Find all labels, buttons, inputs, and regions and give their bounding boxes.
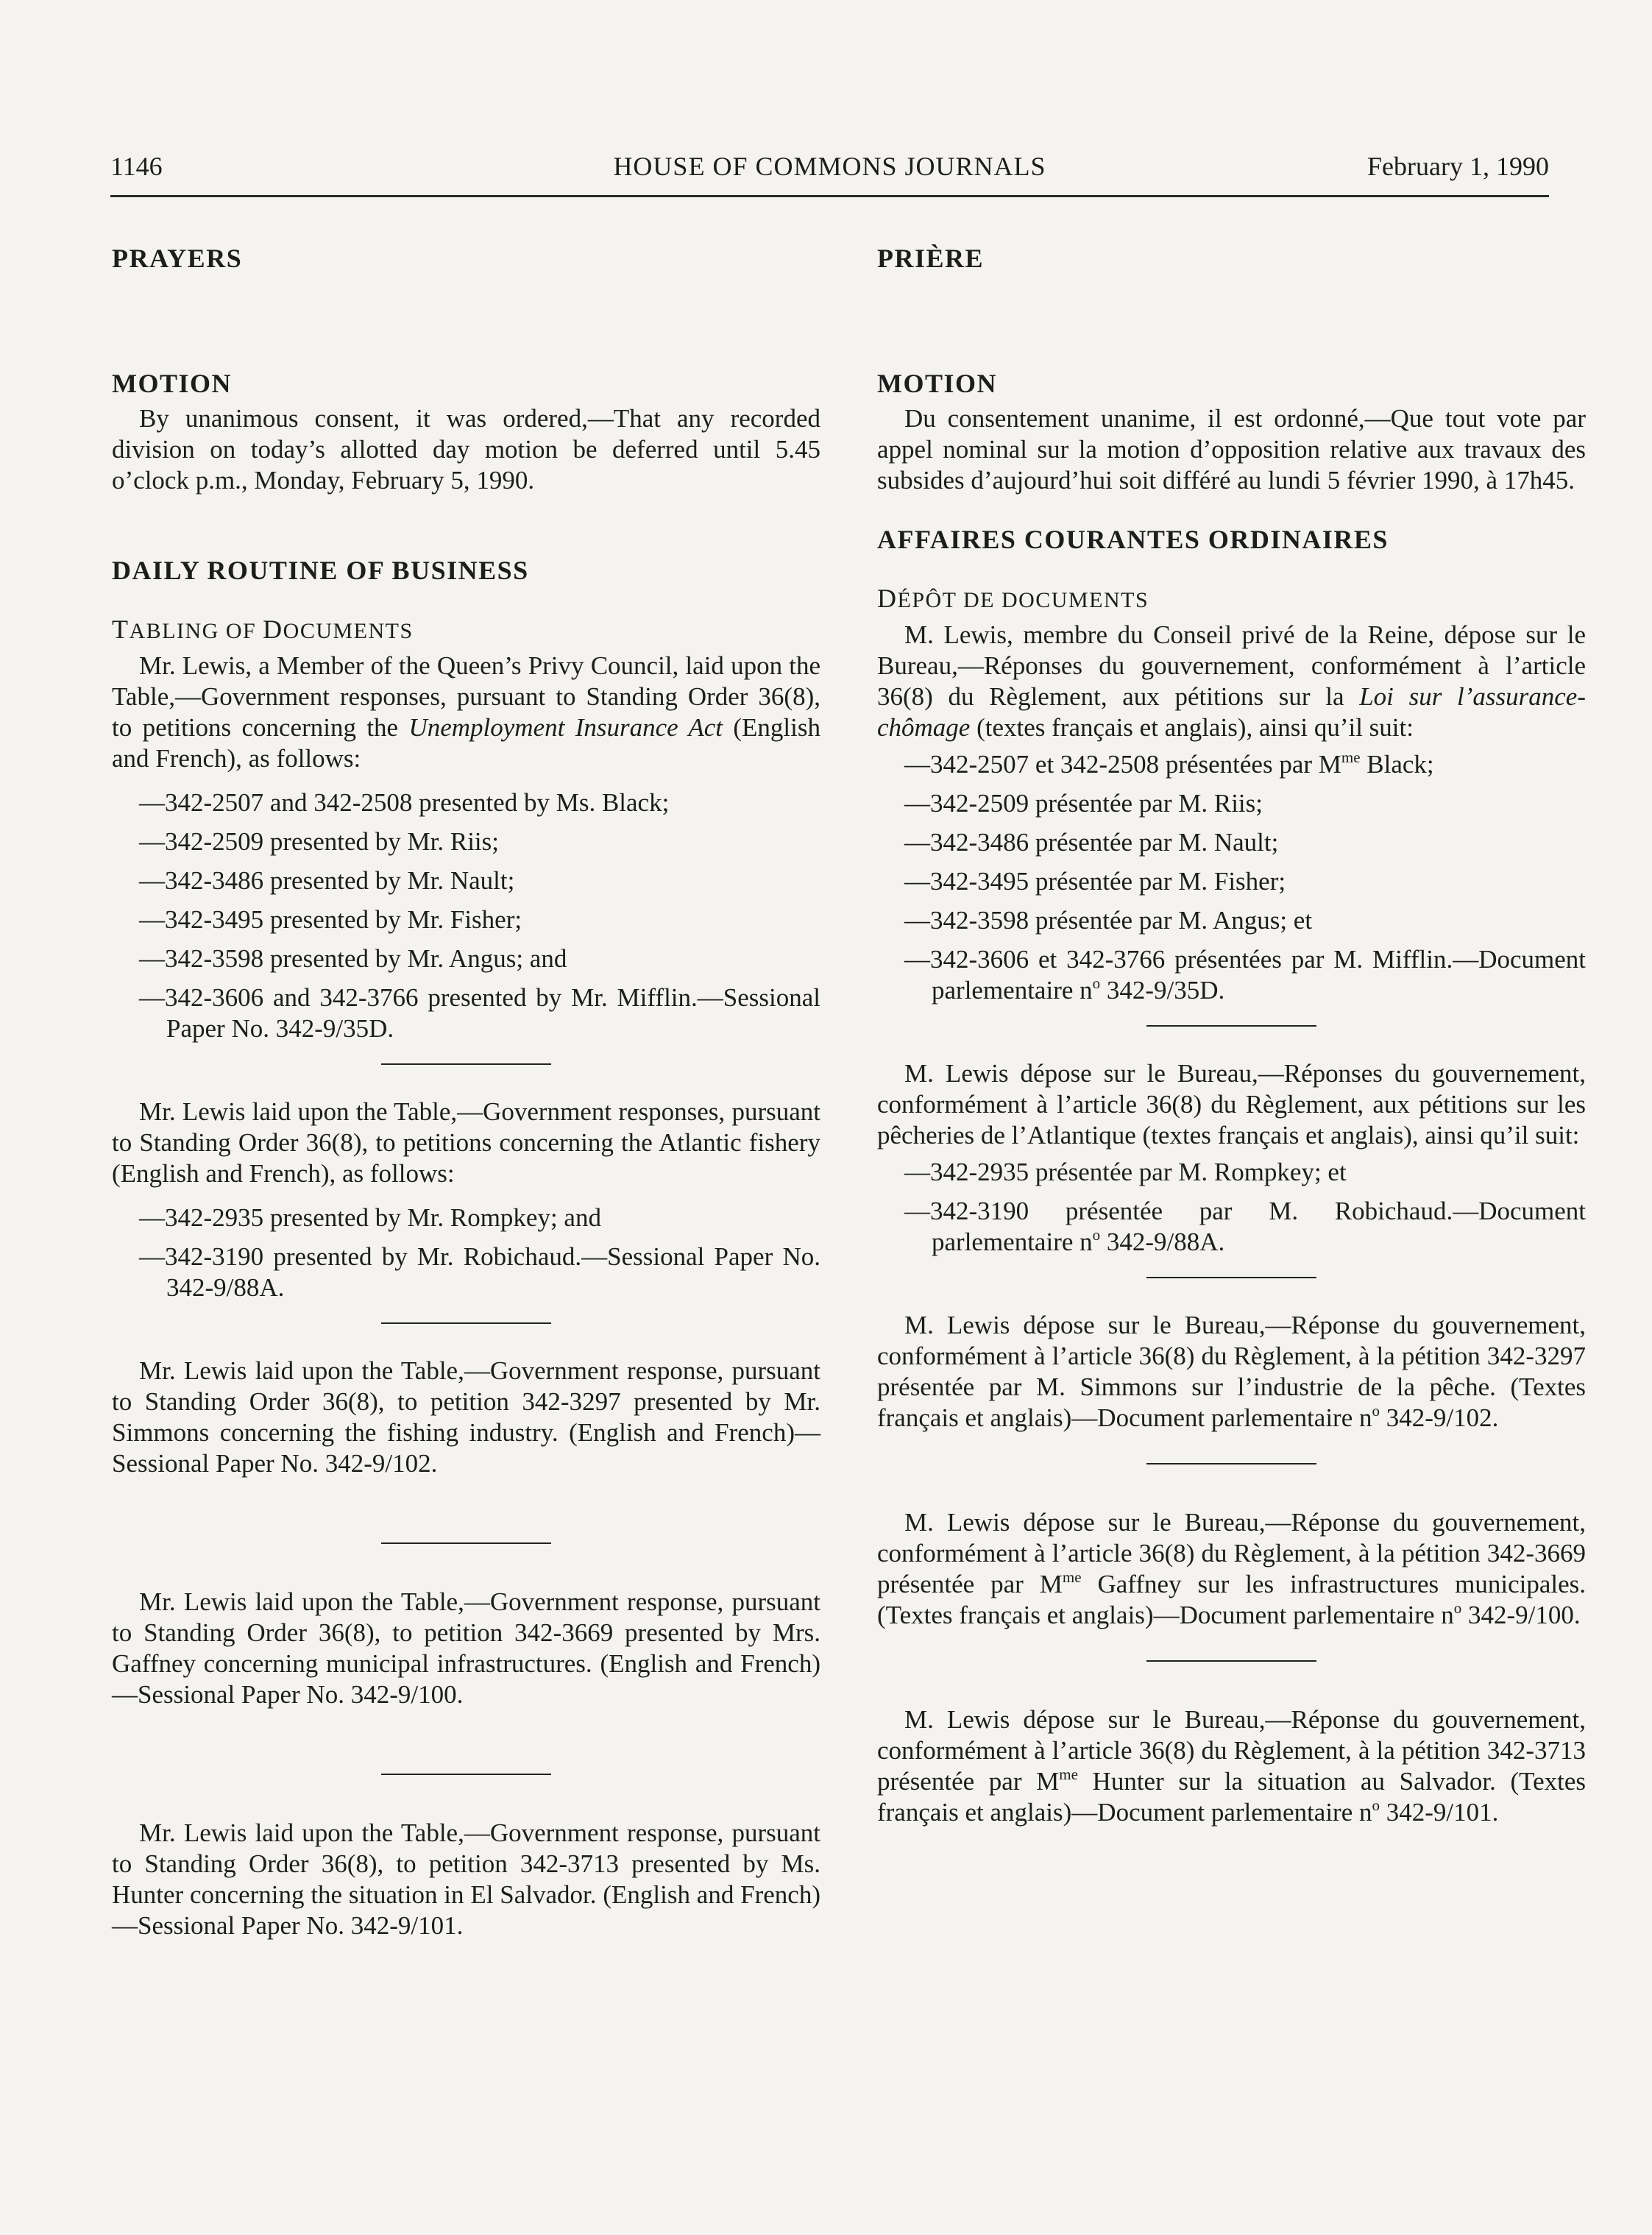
list-item: —342-2509 presented by Mr. Riis; xyxy=(139,827,499,856)
list-item: —342-3486 presented by Mr. Nault; xyxy=(139,866,515,895)
motion-text: By unanimous consent, it was ordered,—That any recorded division on today’s allotted day motion be deferred until 5.45 o’clock p.m., Monday, February 5, 1990. xyxy=(112,404,820,495)
prayers-heading: PRAYERS xyxy=(112,244,243,273)
petition-list-2-fr xyxy=(877,1157,1586,1258)
list-item: —342-3606 and 342-3766 presented by Mr. Mifflin.—Sessional Paper No. 342-9/35D. xyxy=(139,983,820,1043)
tabling-paragraph-5: Mr. Lewis laid upon the Table,—Government response, pursuant to Standing Order 36(8), to petition 342-3713 presented by Ms. Hunter concerning the situation in El Salvador. (English and French)—Sessional Paper No. 342-9/101. xyxy=(112,1818,820,1940)
list-item: —342-3190 presented by Mr. Robichaud.—Sessional Paper No. 342-9/88A. xyxy=(139,1242,820,1302)
list-item: —342-3190 présentée par M. Robichaud.—Document parlementaire $n^o$ 342-9/88A. xyxy=(904,1197,1586,1256)
list-item: —342-3598 présentée par M. Angus; et xyxy=(904,906,1313,935)
french-column xyxy=(877,243,1586,1828)
petition-list-2 xyxy=(112,1202,820,1303)
page-number: 1146 xyxy=(110,152,163,181)
list-item: —342-3606 et 342-3766 présentées par M. Mifflin.—Document parlementaire $n^o$ 342-9/35D. xyxy=(904,945,1586,1005)
list-item: —342-3495 présentée par M. Fisher; xyxy=(904,867,1286,896)
list-item: —342-3495 presented by Mr. Fisher; xyxy=(139,905,522,934)
depot-paragraph-5: M. Lewis dépose sur le Bureau,—Réponse du gouvernement, conformément à l’article 36(8) du Règlement, à la pétition 342-3713 présentée par $M^{me}$ Hunter sur la situation au Salvador. (Textes français et anglais)—Document parlementaire $n^o$ 342-9/101. xyxy=(877,1705,1586,1827)
list-item: —342-2935 presented by Mr. Rompkey; and xyxy=(139,1203,601,1232)
routine-heading-fr: AFFAIRES COURANTES ORDINAIRES xyxy=(877,525,1389,554)
divider-rule xyxy=(381,1774,551,1775)
routine-heading: DAILY ROUTINE OF BUSINESS xyxy=(112,556,529,585)
divider-rule xyxy=(381,1322,551,1324)
priere-heading: PRIÈRE xyxy=(877,244,985,273)
divider-rule xyxy=(1146,1463,1316,1464)
motion-heading: MOTION xyxy=(112,369,233,398)
list-item: —342-2509 présentée par M. Riis; xyxy=(904,789,1263,818)
journal-date: February 1, 1990 xyxy=(1367,152,1549,181)
list-item: —342-2507 and 342-2508 presented by Ms. Black; xyxy=(139,788,670,817)
journal-title: HOUSE OF COMMONS JOURNALS xyxy=(613,152,1046,181)
divider-rule xyxy=(1146,1277,1316,1278)
english-column xyxy=(112,243,820,1941)
divider-rule xyxy=(1146,1660,1316,1662)
divider-rule xyxy=(381,1063,551,1065)
motion-text-fr: Du consentement unanime, il est ordonné,—Que tout vote par appel nominal sur la motion d’opposition relative aux travaux des subsides d’aujourd’hui soit différé au lundi 5 février 1990, à 17h45. xyxy=(877,404,1586,495)
petition-list-1 xyxy=(112,787,820,1044)
list-item: —342-2507 et 342-2508 présentées par $M^{me}$ Black; xyxy=(904,748,1434,779)
tabling-paragraph-2: Mr. Lewis laid upon the Table,—Government responses, pursuant to Standing Order 36(8), to petitions concerning the Atlantic fishery (English and French), as follows: xyxy=(112,1097,820,1188)
list-item: —342-2935 présentée par M. Rompkey; et xyxy=(904,1158,1347,1186)
tabling-heading: TABLING OF DOCUMENTS xyxy=(112,614,414,644)
list-item: —342-3598 presented by Mr. Angus; and xyxy=(139,944,567,973)
tabling-paragraph-4: Mr. Lewis laid upon the Table,—Government response, pursuant to Standing Order 36(8), to petition 342-3669 presented by Mrs. Gaffney concerning municipal infrastructures. (English and French)—Sessional Paper No. 342-9/100. xyxy=(112,1587,820,1709)
depot-paragraph-3: M. Lewis dépose sur le Bureau,—Réponse du gouvernement, conformément à l’article 36(8) du Règlement, à la pétition 342-3297 présentée par M. Simmons sur l’industrie de la pêche. (Textes français et anglais)—Document parlementaire $n^o$ 342-9/102. xyxy=(877,1311,1586,1432)
running-head xyxy=(110,151,1549,197)
list-item: —342-3486 présentée par M. Nault; xyxy=(904,828,1279,857)
depot-heading: DÉPÔT DE DOCUMENTS xyxy=(877,584,1149,613)
divider-rule xyxy=(1146,1025,1316,1027)
motion-heading-fr: MOTION xyxy=(877,369,998,398)
depot-paragraph-1: M. Lewis, membre du Conseil privé de la Reine, dépose sur le Bureau,—Réponses du gouvernement, conformément à l’article 36(8) du Règlement, aux pétitions sur la Loi sur l’assurance-chômage (textes français et anglais), ainsi qu’il suit: xyxy=(877,620,1586,742)
divider-rule xyxy=(381,1542,551,1544)
tabling-paragraph-1: Mr. Lewis, a Member of the Queen’s Privy Council, laid upon the Table,—Government responses, pursuant to Standing Order 36(8), to petitions concerning the Unemployment Insurance Act (English and French), as follows: xyxy=(112,651,820,773)
petition-list-1-fr xyxy=(877,749,1586,1006)
depot-paragraph-2: M. Lewis dépose sur le Bureau,—Réponses du gouvernement, conformément à l’article 36(8) du Règlement, aux pétitions sur les pêcheries de l’Atlantique (textes français et anglais), ainsi qu’il suit: xyxy=(877,1059,1586,1150)
tabling-paragraph-3: Mr. Lewis laid upon the Table,—Government response, pursuant to Standing Order 36(8), to petition 342-3297 presented by Mr. Simmons concerning the fishing industry. (English and French)—Sessional Paper No. 342-9/102. xyxy=(112,1356,820,1478)
depot-paragraph-4: M. Lewis dépose sur le Bureau,—Réponse du gouvernement, conformément à l’article 36(8) du Règlement, à la pétition 342-3669 présentée par $M^{me}$ Gaffney sur les infrastructures municipales. (Textes français et anglais)—Document parlementaire $n^o$ 342-9/100. xyxy=(877,1508,1586,1629)
